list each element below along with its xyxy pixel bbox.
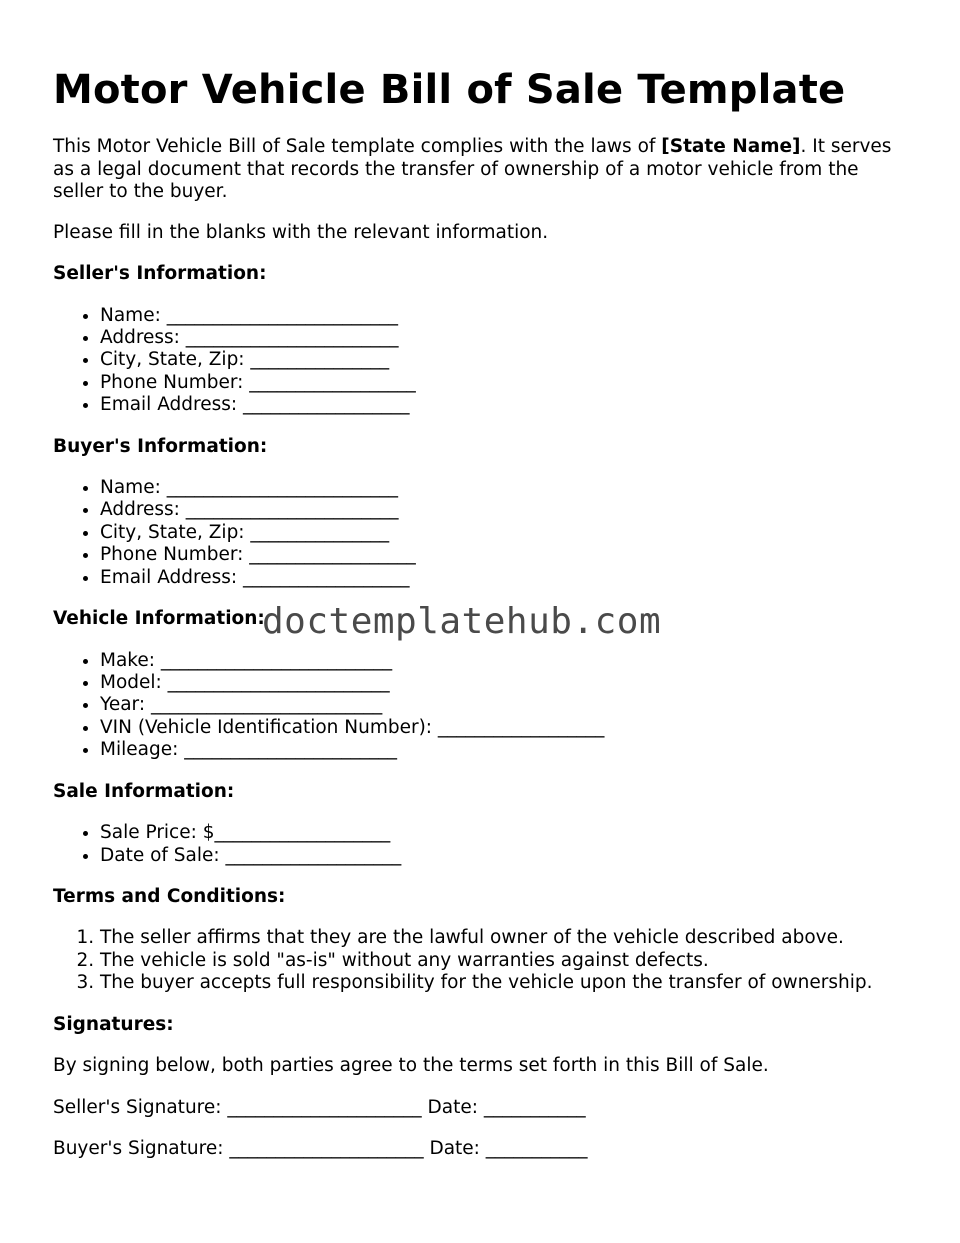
intro-paragraph <box>53 136 913 204</box>
terms-section-heading: Terms and Conditions: <box>53 885 286 907</box>
buyer-email-field: • Email Address: __________________ <box>100 567 913 589</box>
buyer-signature-line: Buyer's Signature: _____________________ Date: ___________ <box>53 1138 588 1160</box>
vehicle-info-list <box>53 650 913 762</box>
vehicle-mileage-field: • Mileage: _______________________ <box>100 739 913 761</box>
intro-text-start: This Motor Vehicle Bill of Sale template complies with the laws of <box>53 136 662 157</box>
vehicle-model-field: • Model: ________________________ <box>100 672 913 694</box>
page-title: Motor Vehicle Bill of Sale Template <box>53 67 846 113</box>
sale-price-field: • Sale Price: $___________________ <box>100 822 913 844</box>
buyer-info-list <box>53 477 913 589</box>
intro-text-end: . It serves as a legal document that records the transfer of ownership of a motor vehicle from the seller to the buyer. <box>53 136 892 202</box>
sale-date-field: • Date of Sale: ___________________ <box>100 845 913 867</box>
seller-email-field: • Email Address: __________________ <box>100 394 913 416</box>
seller-section-heading: Seller's Information: <box>53 263 267 284</box>
sale-section-heading: Sale Information: <box>53 780 235 802</box>
term-item: 2. The vehicle is sold "as-is" without any warranties against defects. <box>100 950 913 972</box>
seller-name-field: • Name: _________________________ <box>100 305 913 327</box>
seller-phone-field: • Phone Number: __________________ <box>100 372 913 394</box>
signatures-section-heading: Signatures: <box>53 1013 174 1035</box>
vehicle-make-field: • Make: _________________________ <box>100 650 913 672</box>
document-page <box>53 66 913 1180</box>
seller-city-state-zip-field: • City, State, Zip: _______________ <box>100 349 913 371</box>
buyer-city-state-zip-field: • City, State, Zip: _______________ <box>100 522 913 544</box>
seller-address-field: • Address: _______________________ <box>100 327 913 349</box>
term-item: 1. The seller affirms that they are the lawful owner of the vehicle described above. <box>100 927 913 949</box>
buyer-name-field: • Name: _________________________ <box>100 477 913 499</box>
instruction-text: Please fill in the blanks with the relevant information. <box>53 221 549 243</box>
buyer-phone-field: • Phone Number: __________________ <box>100 544 913 566</box>
vehicle-year-field: • Year: _________________________ <box>100 694 913 716</box>
buyer-address-field: • Address: _______________________ <box>100 499 913 521</box>
signature-statement: By signing below, both parties agree to the terms set forth in this Bill of Sale. <box>53 1055 769 1077</box>
sale-info-list <box>53 822 913 867</box>
seller-info-list <box>53 305 913 417</box>
term-item: 3. The buyer accepts full responsibility for the vehicle upon the transfer of ownership. <box>100 972 913 994</box>
buyer-section-heading: Buyer's Information: <box>53 435 268 457</box>
vehicle-vin-field: • VIN (Vehicle Identification Number): __________________ <box>100 717 913 739</box>
seller-signature-line: Seller's Signature: _____________________ Date: ___________ <box>53 1096 586 1118</box>
vehicle-section-heading: Vehicle Information: <box>53 608 265 630</box>
watermark-text: doctemplatehub.com <box>262 601 662 642</box>
state-name-placeholder: [State Name] <box>661 136 801 157</box>
terms-list <box>53 927 913 994</box>
